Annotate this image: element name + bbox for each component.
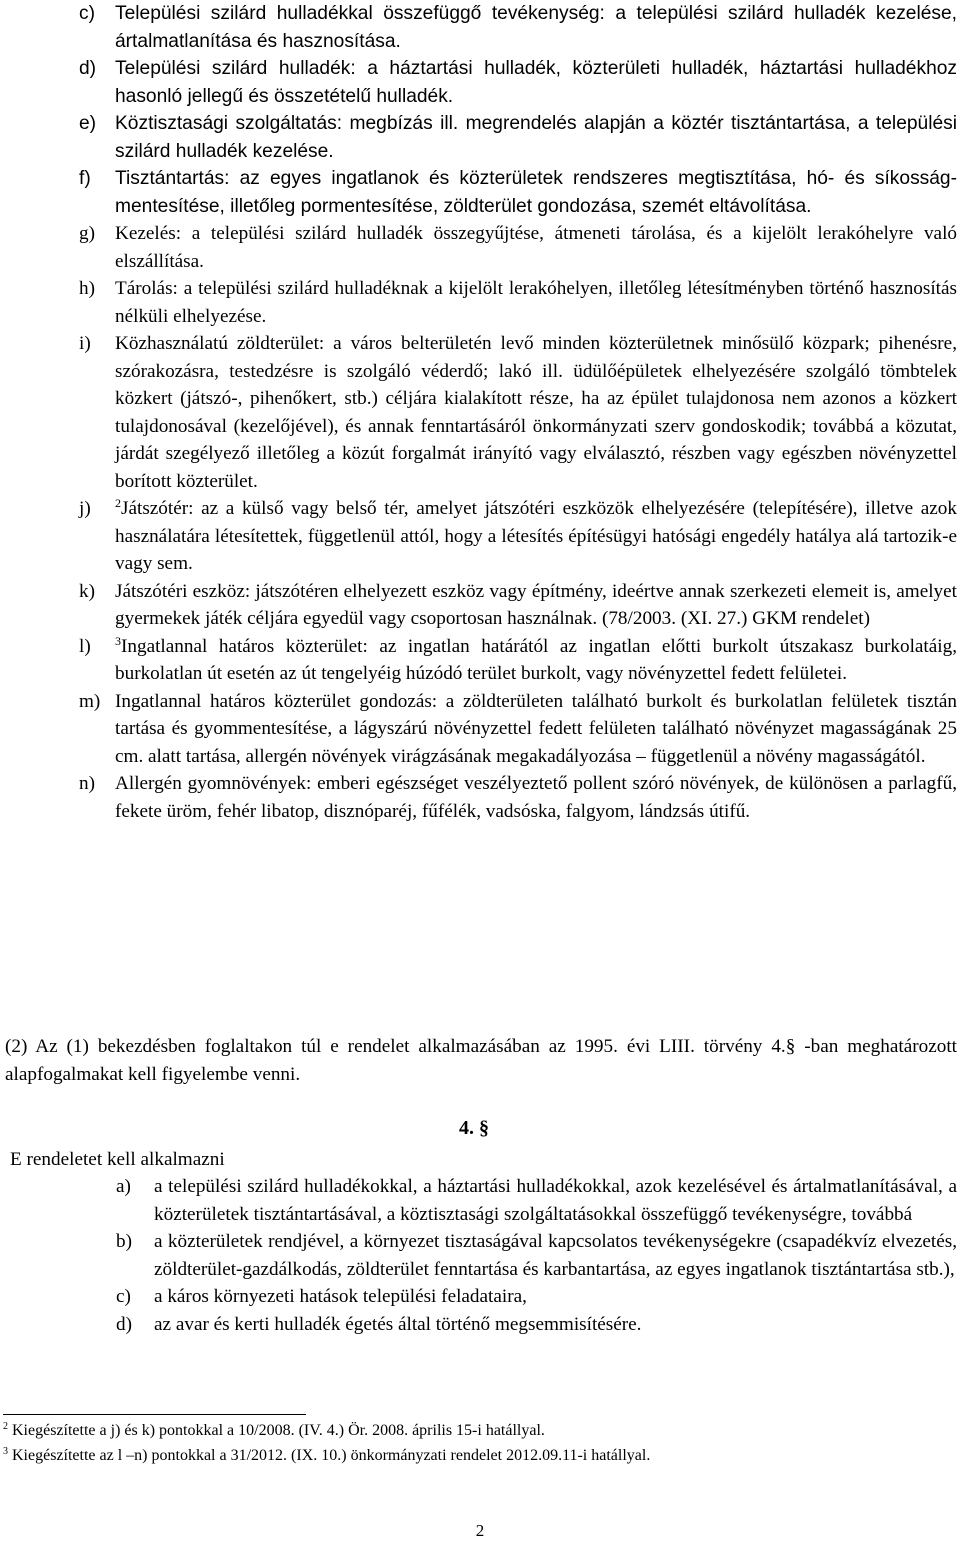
item-text: a települési szilárd hulladékokkal, a háztartási hulladékokkal, azok kezelésével és ártalmatlanításával, a közterületek tisztántartásával, a köztisztasági szolgáltatásokkal összefüggő tevékenységre, továbbá bbox=[154, 1176, 957, 1225]
item-text: Közhasználatú zöldterület: a város belterületén levő minden közterületnek minősülő közpark; pihenésre, szórakozásra, testedzésre is szolgáló véderdő; lakó ill. üdülőépületek elhelyezésére szolgáló tömbtelek közkert (játszó-, pihenőkert, stb.) céljára kialakított része, ha az épület tulajdonosa nem azonos a közkert tulajdonosával (kezelőjével), és annak fenntartásáról önkormányzati szerv gondoskodik; továbbá a közutat, járdát szegélyező illetőleg a közút forgalmát irányító vagy elválasztó, részben vagy egészben növényzettel borított közterület. bbox=[115, 333, 957, 492]
definition-d bbox=[79, 55, 957, 110]
page-number: 2 bbox=[475, 1521, 485, 1540]
item-marker: b) bbox=[116, 1231, 132, 1252]
footnote-number: 2 bbox=[3, 1421, 8, 1432]
item-marker: h) bbox=[79, 278, 95, 299]
item-text: a közterületek rendjével, a környezet tisztaságával kapcsolatos tevékenységekre (csapadékvíz elvezetés, zöldterület-gazdálkodás, zöldterület fenntartása és karbantartása, az egyes ingatlanok tisztántartása stb.), bbox=[154, 1231, 957, 1280]
definition-c bbox=[79, 0, 957, 55]
item-marker: e) bbox=[79, 113, 97, 134]
definition-l bbox=[79, 633, 957, 688]
item-text: Köztisztasági szolgáltatás: megbízás ill. megrendelés alapján a köztér tisztántartása, a települési szilárd hulladék kezelése. bbox=[115, 113, 957, 162]
item-marker: c) bbox=[79, 3, 95, 24]
footnote-2 bbox=[3, 1421, 545, 1441]
definition-n bbox=[79, 770, 957, 825]
item-text: a káros környezeti hatások települési feladataira, bbox=[154, 1286, 527, 1307]
item-marker: a) bbox=[116, 1176, 131, 1197]
paragraph-2: (2) Az (1) bekezdésben foglaltakon túl e rendelet alkalmazásában az 1995. évi LIII. törvény 4.§ -ban meghatározott alapfogalmakat kell figyelembe venni. bbox=[5, 1036, 957, 1085]
item-text: Települési szilárd hulladék: a háztartási hulladék, közterületi hulladék, háztartási hulladékhoz hasonló jellegű és összetételű hulladék. bbox=[115, 58, 957, 107]
item-text: Települési szilárd hulladékkal összefüggő tevékenység: a települési szilárd hulladék kezelése, ártalmatlanítása és hasznosítása. bbox=[115, 3, 957, 52]
section-item-d bbox=[116, 1311, 957, 1339]
section-heading: 4. § bbox=[459, 1117, 489, 1139]
definition-e bbox=[79, 110, 957, 165]
item-marker: n) bbox=[79, 773, 95, 794]
footnote-text: Kiegészítette a j) és k) pontokkal a 10/2008. (IV. 4.) Ör. 2008. április 15-i hatállyal. bbox=[12, 1422, 545, 1439]
section-item-a bbox=[116, 1173, 957, 1228]
item-marker: d) bbox=[116, 1313, 132, 1335]
section-intro: E rendeletet kell alkalmazni bbox=[10, 1149, 225, 1170]
item-text: Tárolás: a települési szilárd hulladéknak a kijelölt lerakóhelyen, illetőleg létesítményben történő hasznosítás nélküli elhelyezése. bbox=[115, 278, 957, 327]
item-marker: c) bbox=[116, 1286, 131, 1307]
section-items-list bbox=[116, 1173, 957, 1338]
item-marker: m) bbox=[79, 690, 101, 712]
definition-k bbox=[79, 578, 957, 633]
item-text: Ingatlannal határos közterület: az ingatlan határától az ingatlan előtti burkolt útszakasz burkolatáig, burkolatlan út esetén az út tengelyéig húzódó terület burkolt, vagy növényzettel fedett felületei. bbox=[115, 635, 957, 684]
item-marker: j) bbox=[79, 498, 91, 519]
item-text: Ingatlannal határos közterület gondozás: a zöldterületen található burkolt és burkolatlan felületek tisztán tartása és gyommentesítése, a lágyszárú növényzettel fedett felületen található növényzet magasságának 25 cm. alatt tartása, allergén növények virágzásának megakadályozása – függetlenül a növény magasságától. bbox=[115, 690, 957, 767]
definition-m bbox=[79, 688, 957, 771]
definition-g bbox=[79, 220, 957, 275]
definitions-list bbox=[79, 0, 957, 825]
definition-i bbox=[79, 330, 957, 495]
item-marker: g) bbox=[79, 223, 95, 244]
item-text: Játszótér: az a külső vagy belső tér, amelyet játszótéri eszközök elhelyezésére (telepítésére), illetve azok használatára létesítettek, függetlenül attól, hogy a létesítés építésügyi hatósági engedély hatálya alá tartozik-e vagy sem. bbox=[115, 498, 957, 574]
item-text: Kezelés: a települési szilárd hulladék összegyűjtése, átmeneti tárolása, és a kijelölt lerakóhelyre való elszállítása. bbox=[115, 223, 957, 272]
item-text: az avar és kerti hulladék égetés által történő megsemmisítésére. bbox=[154, 1313, 642, 1335]
definition-j bbox=[79, 495, 957, 578]
item-marker: i) bbox=[79, 333, 91, 354]
footnote-separator bbox=[3, 1414, 306, 1415]
item-marker: l) bbox=[79, 635, 91, 657]
item-marker: f) bbox=[79, 168, 91, 189]
footnote-text: Kiegészítette az l –n) pontokkal a 31/2012. (IX. 10.) önkormányzati rendelet 2012.09.11-i hatállyal. bbox=[12, 1447, 651, 1464]
item-text: Tisztántartás: az egyes ingatlanok és közterületek rendszeres megtisztítása, hó- és síkosság-mentesítése, illetőleg pormentesítése, zöldterület gondozása, szemét eltávolítása. bbox=[115, 168, 957, 217]
footnote-ref[interactable]: 2 bbox=[115, 496, 121, 510]
item-body bbox=[115, 633, 957, 688]
definition-h bbox=[79, 275, 957, 330]
item-body bbox=[115, 495, 957, 578]
footnote-3 bbox=[3, 1446, 650, 1466]
item-marker: d) bbox=[79, 58, 97, 79]
section-item-c bbox=[116, 1283, 957, 1311]
item-text: Allergén gyomnövények: emberi egészséget veszélyeztető pollent szóró növények, de különösen a parlagfű, fekete üröm, fehér libatop, disznóparéj, fűfélék, vadsóska, falgyom, lándzsás útifű. bbox=[115, 773, 957, 822]
footnote-number: 3 bbox=[3, 1446, 8, 1457]
footnote-ref[interactable]: 3 bbox=[115, 633, 121, 648]
definition-f bbox=[79, 165, 957, 220]
section-item-b bbox=[116, 1228, 957, 1283]
item-text: Játszótéri eszköz: játszótéren elhelyezett eszköz vagy építmény, ideértve annak szerkezeti elemeit is, amelyet gyermekek játék céljára egyedül vagy csoportosan használnak. (78/2003. (XI. 27.) GKM rendelet) bbox=[115, 580, 957, 629]
item-marker: k) bbox=[79, 580, 95, 602]
